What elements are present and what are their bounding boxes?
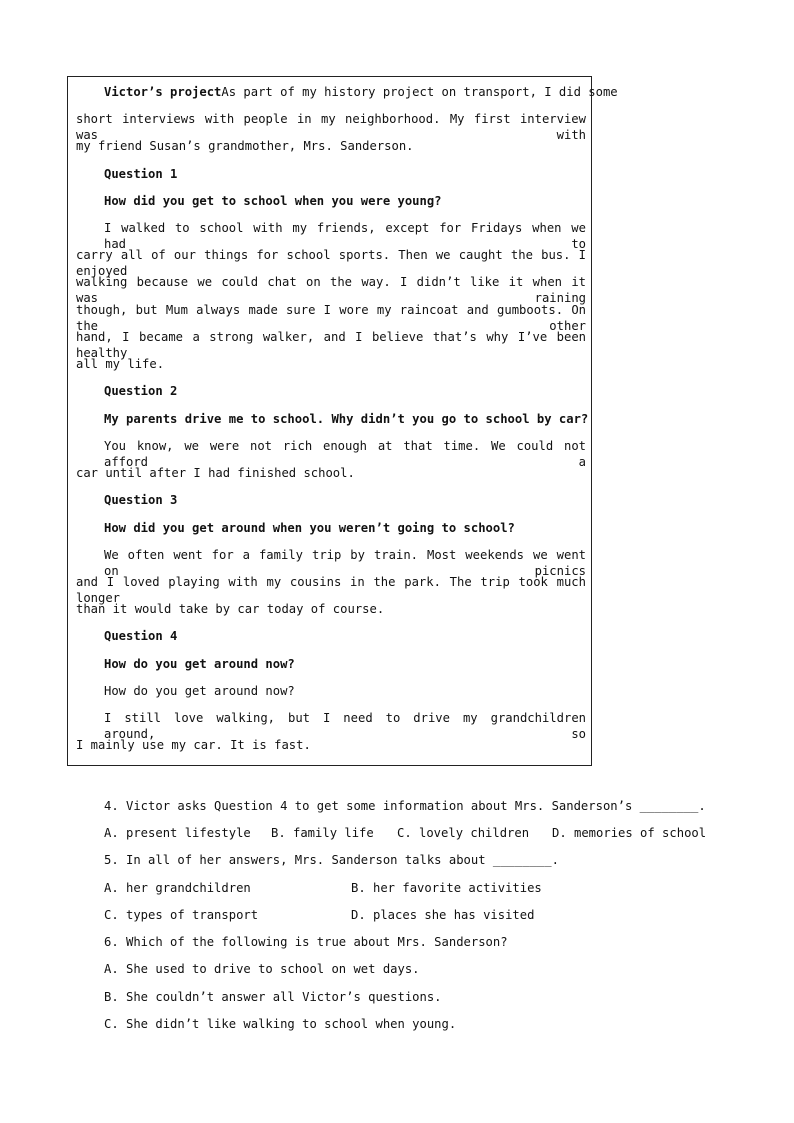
answer-1-line-3: walking because we could chat on the way. I didn’t like it when it was raining	[76, 275, 586, 305]
question-4-label: Question 4	[104, 629, 178, 643]
question-4-option-a: A. present lifestyle	[104, 826, 251, 840]
question-6-stem: 6. Which of the following is true about Mrs. Sanderson?	[104, 935, 508, 949]
answer-1-line-2: carry all of our things for school sports. Then we caught the bus. I enjoyed	[76, 248, 586, 278]
answer-3-line-1: We often went for a family trip by train. Most weekends we went on picnics	[104, 548, 586, 578]
question-1-text: How did you get to school when you were young?	[104, 194, 442, 208]
passage-intro-line-1	[104, 84, 618, 100]
answer-4-line-2: I mainly use my car. It is fast.	[76, 738, 311, 752]
question-4-text: How do you get around now?	[104, 657, 295, 671]
passage-intro-line-3: my friend Susan’s grandmother, Mrs. Sanderson.	[76, 139, 414, 153]
question-4-stem: 4. Victor asks Question 4 to get some information about Mrs. Sanderson’s ________.	[104, 799, 706, 813]
question-6-option-a: A. She used to drive to school on wet days.	[104, 962, 420, 976]
passage-title: Victor’s project	[104, 85, 222, 99]
question-5-option-c: C. types of transport	[104, 908, 259, 922]
answer-3-line-2: and I loved playing with my cousins in the park. The trip took much longer	[76, 575, 586, 605]
passage-intro-line-2: short interviews with people in my neighborhood. My first interview was with	[76, 112, 586, 142]
question-3-label: Question 3	[104, 493, 178, 507]
answer-1-line-6: all my life.	[76, 357, 165, 371]
question-4-repeat: How do you get around now?	[104, 684, 295, 698]
answer-1-line-1: I walked to school with my friends, except for Fridays when we had to	[104, 221, 586, 251]
answer-2-line-1: You know, we were not rich enough at that time. We could not afford a	[104, 439, 586, 469]
answer-2-line-2: car until after I had finished school.	[76, 466, 355, 480]
passage-intro-text: As part of my history project on transport, I did some	[221, 85, 618, 99]
question-6-option-b: B. She couldn’t answer all Victor’s questions.	[104, 990, 442, 1004]
answer-3-line-3: than it would take by car today of course.	[76, 602, 385, 616]
question-5-option-a: A. her grandchildren	[104, 881, 251, 895]
question-4-option-b: B. family life	[271, 826, 374, 840]
answer-1-line-4: though, but Mum always made sure I wore my raincoat and gumboots. On the other	[76, 303, 586, 333]
question-5-stem: 5. In all of her answers, Mrs. Sanderson talks about ________.	[104, 853, 559, 867]
question-1-label: Question 1	[104, 167, 178, 181]
answer-1-line-5: hand, I became a strong walker, and I believe that’s why I’ve been healthy	[76, 330, 586, 360]
question-2-label: Question 2	[104, 384, 178, 398]
question-2-text: My parents drive me to school. Why didn’t you go to school by car?	[104, 412, 589, 426]
question-5-option-d: D. places she has visited	[351, 908, 535, 922]
question-4-option-d: D. memories of school	[552, 826, 707, 840]
question-4-option-c: C. lovely children	[397, 826, 530, 840]
answer-4-line-1: I still love walking, but I need to drive my grandchildren around, so	[104, 711, 586, 741]
question-6-option-c: C. She didn’t like walking to school when young.	[104, 1017, 457, 1031]
question-3-text: How did you get around when you weren’t going to school?	[104, 521, 515, 535]
question-5-option-b: B. her favorite activities	[351, 881, 542, 895]
